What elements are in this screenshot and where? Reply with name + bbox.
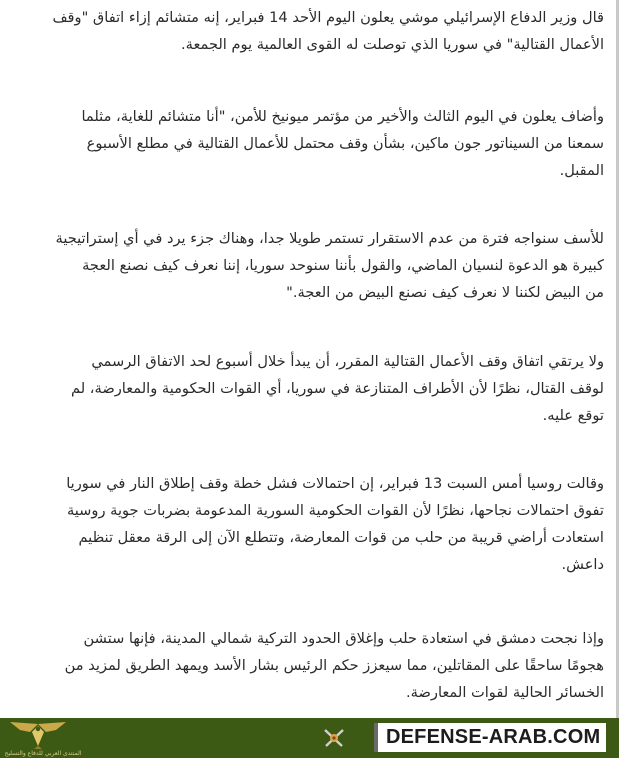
article-paragraph-2 <box>0 103 604 184</box>
paragraph-line: هجومًا ساحقًا على المقاتلين، مما سيعزز حكم الرئيس بشار الأسد ويمهد الطريق لمزيد من <box>64 657 604 674</box>
article-paragraph-5 <box>0 470 604 578</box>
paragraph-line: قال وزير الدفاع الإسرائيلي موشي يعلون اليوم الأحد 14 فبراير، إنه متشائم إزاء اتفاق "وقف <box>52 9 604 26</box>
article-paragraph-4 <box>0 348 604 429</box>
site-name-link[interactable]: DEFENSE-ARAB.COM <box>374 723 606 752</box>
paragraph-line: الخسائر الحالية لقوات المعارضة. <box>406 684 604 701</box>
article-paragraph-6 <box>0 625 604 706</box>
paragraph-line: ولا يرتقي اتفاق وقف الأعمال القتالية المقرر، أن يبدأ خلال أسبوع لحد الاتفاق الرسمي <box>91 353 604 370</box>
crossed-swords-emblem-icon <box>322 727 346 749</box>
paragraph-line: المقبل. <box>559 162 604 179</box>
paragraph-line: من البيض لكننا لا نعرف كيف نصنع البيض من العجة." <box>286 284 604 301</box>
site-footer-banner <box>0 718 619 758</box>
paragraph-line: وقالت روسيا أمس السبت 13 فبراير، إن احتمالات فشل خطة وقف إطلاق النار في سوريا <box>66 475 604 492</box>
paragraph-line: تفوق احتمالات نجاحها، نظرًا لأن القوات الحكومية السورية المدعومة بضربات جوية روسية <box>66 502 604 519</box>
paragraph-line: سمعنا من السيناتور جون ماكين، بشأن وقف محتمل للأعمال القتالية في مطلع الأسبوع <box>86 135 604 152</box>
paragraph-line: استعادت أراضي قريبة من حلب من قوات المعارضة، وتتطلع الآن إلى الرقة معقل تنظيم <box>78 529 604 546</box>
paragraph-line: داعش. <box>561 556 604 573</box>
paragraph-line: الأعمال القتالية" في سوريا الذي توصلت له القوى العالمية يوم الجمعة. <box>181 36 604 53</box>
logo-caption: المنتدى العربي للدفاع والتسليح <box>4 750 82 757</box>
eagle-emblem-icon <box>8 720 68 750</box>
paragraph-line: للأسف سنواجه فترة من عدم الاستقرار تستمر طويلا جدا، وهناك جزء يرد في أي إستراتيجية <box>55 230 604 247</box>
article-paragraph-1 <box>0 4 604 58</box>
paragraph-line: كبيرة هو الدعوة لنسيان الماضي، والقول بأننا سنوحد سوريا، إننا نعرف كيف نصنع العجة <box>82 257 604 274</box>
paragraph-line: توقع عليه. <box>542 407 604 424</box>
article-paragraph-3 <box>0 225 604 306</box>
paragraph-line: وأضاف يعلون في اليوم الثالث والأخير من مؤتمر ميونيخ للأمن، "أنا متشائم للغاية، مثلما <box>81 108 604 125</box>
paragraph-line: لوقف القتال، نظرًا لأن الأطراف المتنازعة في سوريا، أي القوات الحكومية والمعارضة، لم <box>71 380 604 397</box>
paragraph-line: وإذا نجحت دمشق في استعادة حلب وإغلاق الحدود التركية شمالي المدينة، فإنها ستشن <box>83 630 604 647</box>
